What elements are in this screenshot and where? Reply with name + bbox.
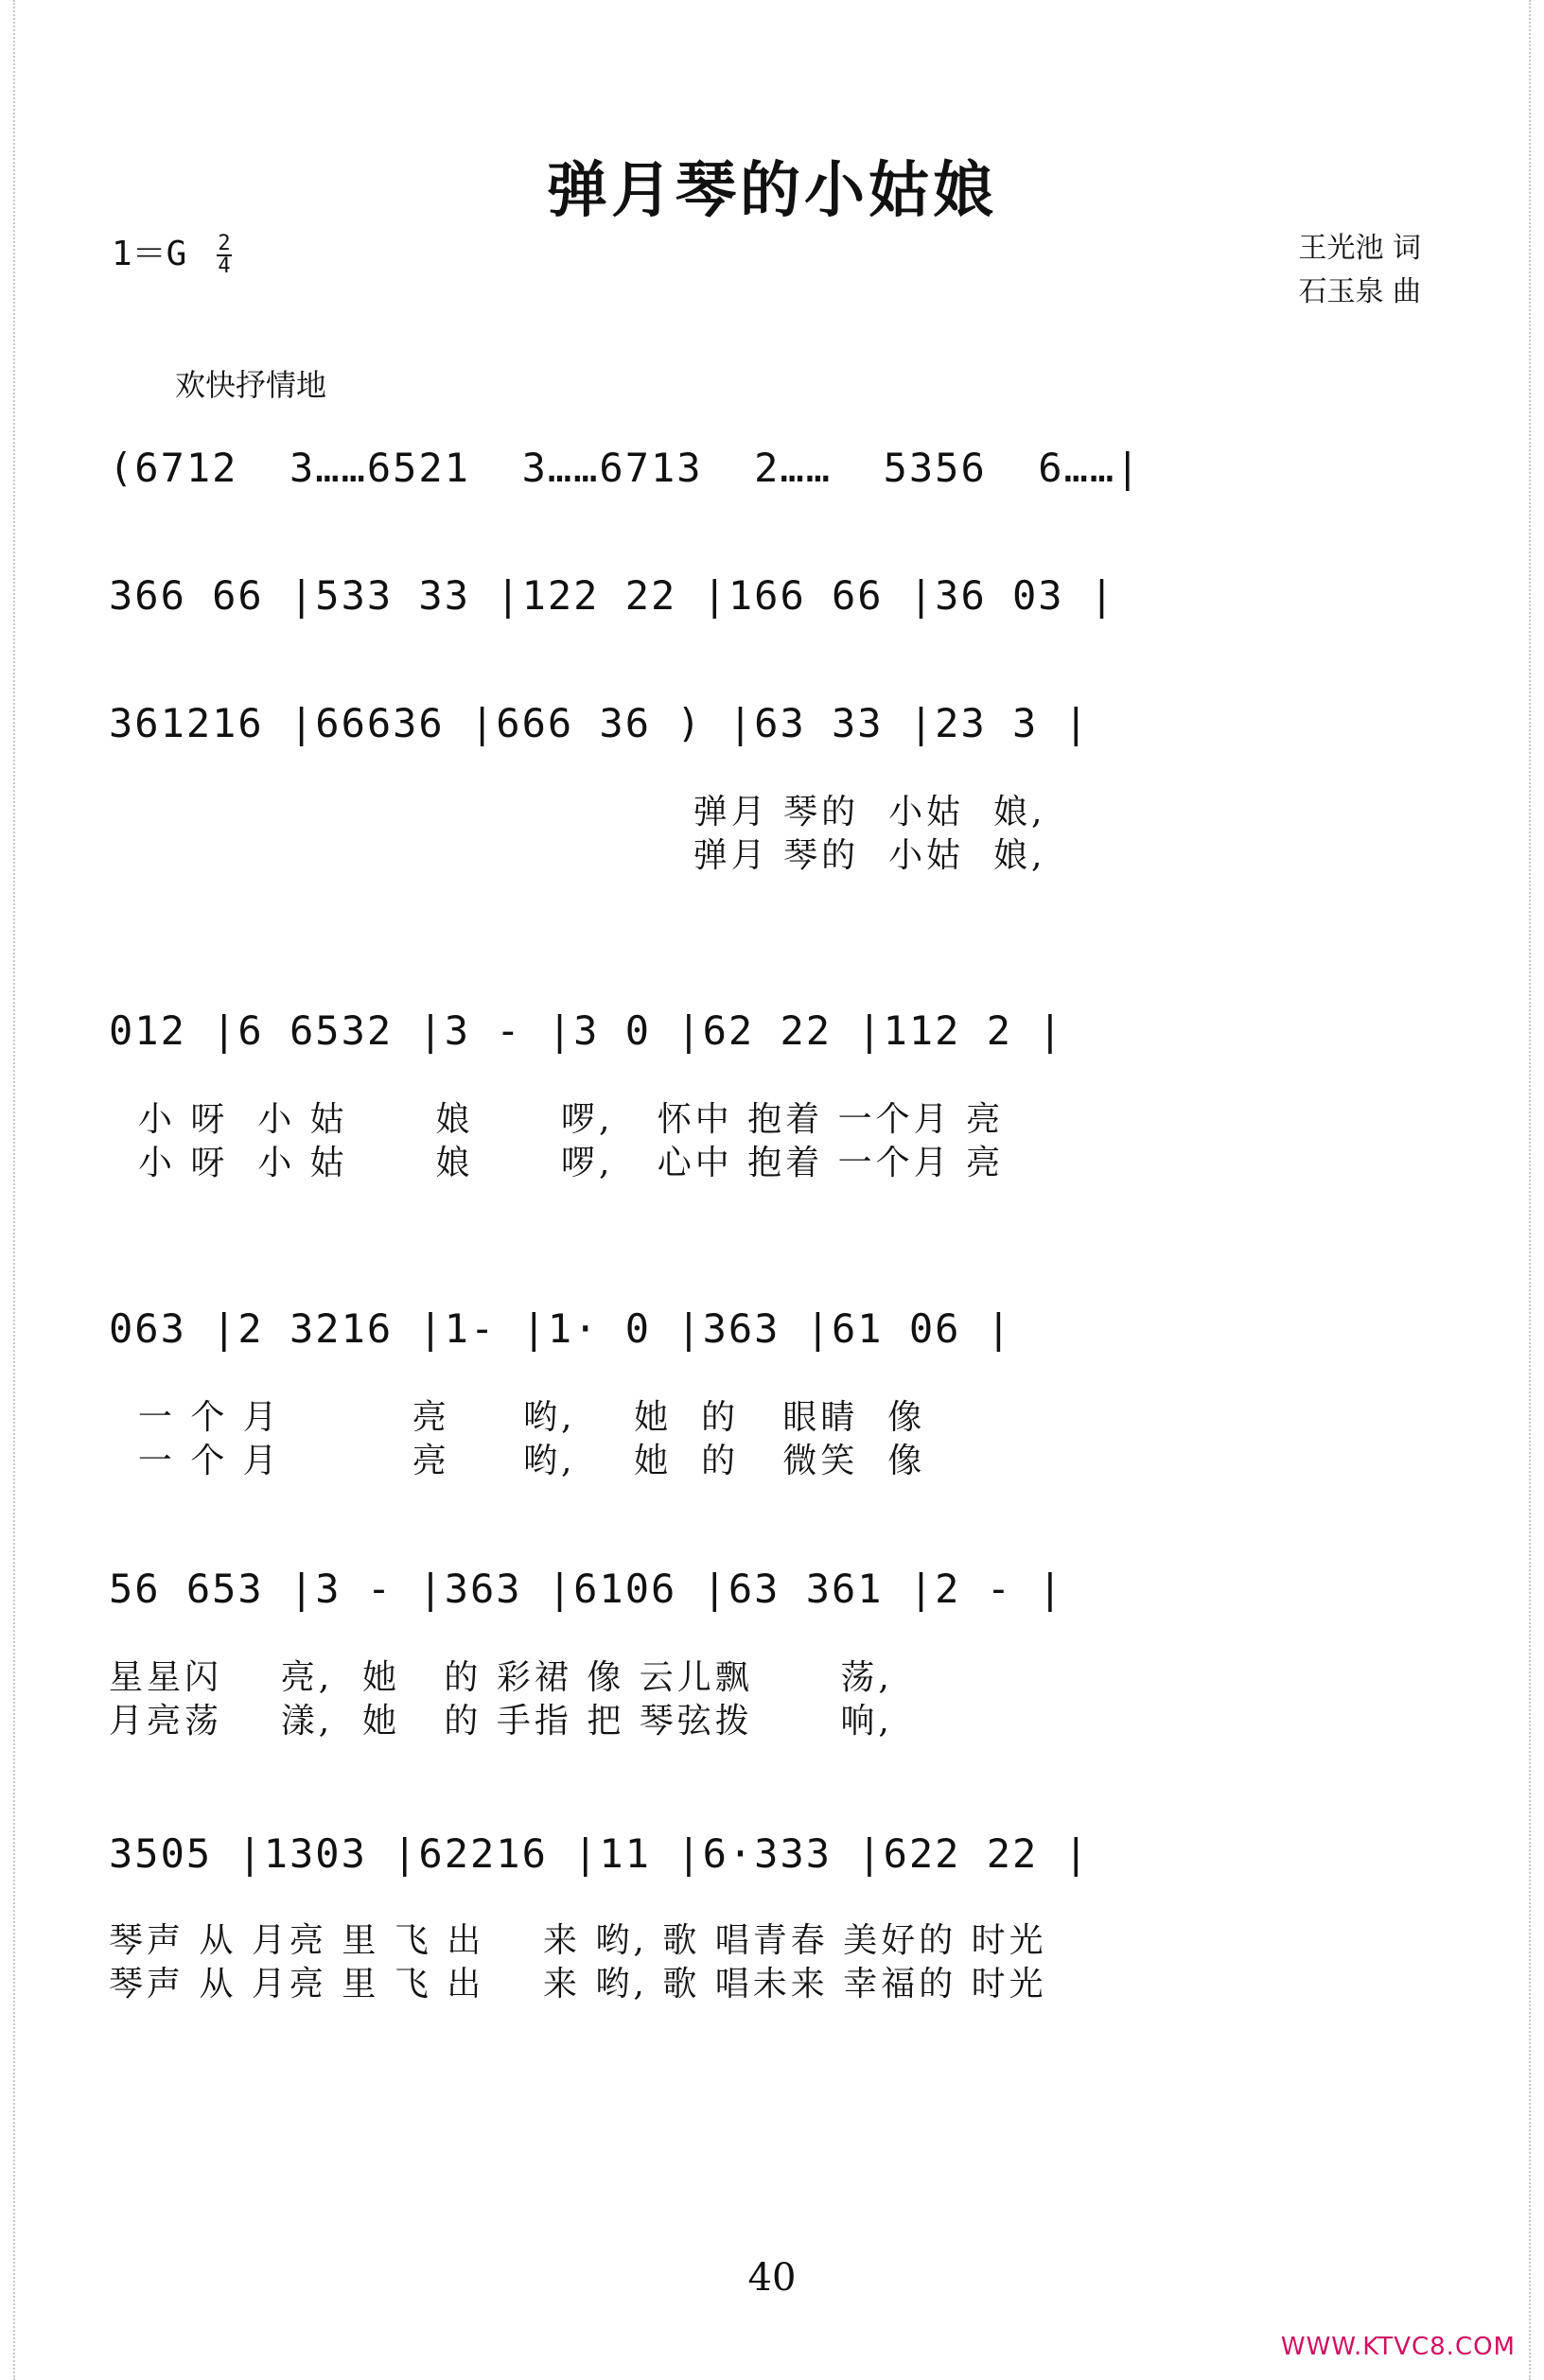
time-signature	[217, 234, 232, 277]
time-top: 2	[218, 232, 231, 255]
lyric-verse-2: 弹月 琴的 小姑 娘,	[109, 836, 1046, 875]
notation-line: (6712 3……6521 3……6713 2…… 5356 6……|	[109, 445, 1142, 491]
right-border	[1529, 0, 1544, 2380]
credits	[1298, 227, 1421, 314]
lyric-verse-2: 小 呀 小 姑 娘 啰, 心中 抱着 一个月 亮	[109, 1144, 1005, 1182]
page-number: 40	[747, 2256, 797, 2300]
notation-line: 56 653 |3 - |363 |6106 |63 361 |2 - |	[109, 1566, 1064, 1612]
lyric-verse-1: 星星闪 亮, 她 的 彩裙 像 云儿飘 荡,	[109, 1658, 893, 1697]
tempo-marking: 欢快抒情地	[175, 367, 327, 403]
lyric-verse-1: 一 个 月 亮 哟, 她 的 眼睛 像	[109, 1398, 926, 1437]
lyric-verse-1: 小 呀 小 姑 娘 啰, 怀中 抱着 一个月 亮	[109, 1100, 1005, 1139]
song-title: 弹月琴的小姑娘	[547, 155, 997, 226]
key-label: 1＝G	[112, 235, 187, 273]
site-watermark: WWW.KTVC8.COM	[1280, 2333, 1516, 2361]
notation-line: 3505 |1303 |62216 |11 |6·333 |622 22 |	[109, 1830, 1090, 1877]
lyric-verse-1: 弹月 琴的 小姑 娘,	[109, 793, 1046, 831]
notation-line: 361216 |66636 |666 36 ) |63 33 |23 3 |	[109, 700, 1090, 746]
notation-line: 366 66 |533 33 |122 22 |166 66 |36 03 |	[109, 572, 1116, 619]
left-border	[0, 0, 15, 2380]
lyric-verse-2: 月亮荡 漾, 她 的 手指 把 琴弦拨 响,	[109, 1702, 893, 1741]
lyric-verse-2: 一 个 月 亮 哟, 她 的 微笑 像	[109, 1442, 926, 1480]
composer: 石玉泉 曲	[1298, 275, 1421, 308]
notation-line: 063 |2 3216 |1- |1· 0 |363 |61 06 |	[109, 1305, 1013, 1352]
notation-line: 012 |6 6532 |3 - |3 0 |62 22 |112 2 |	[109, 1007, 1064, 1054]
lyric-verse-2: 琴声 从 月亮 里 飞 出 来 哟, 歌 唱未来 幸福的 时光	[109, 1965, 1047, 2004]
time-bottom: 4	[218, 254, 231, 278]
lyricist: 王光池 词	[1298, 232, 1421, 265]
key-signature	[112, 227, 232, 277]
lyric-verse-1: 琴声 从 月亮 里 飞 出 来 哟, 歌 唱青春 美好的 时光	[109, 1921, 1047, 1960]
